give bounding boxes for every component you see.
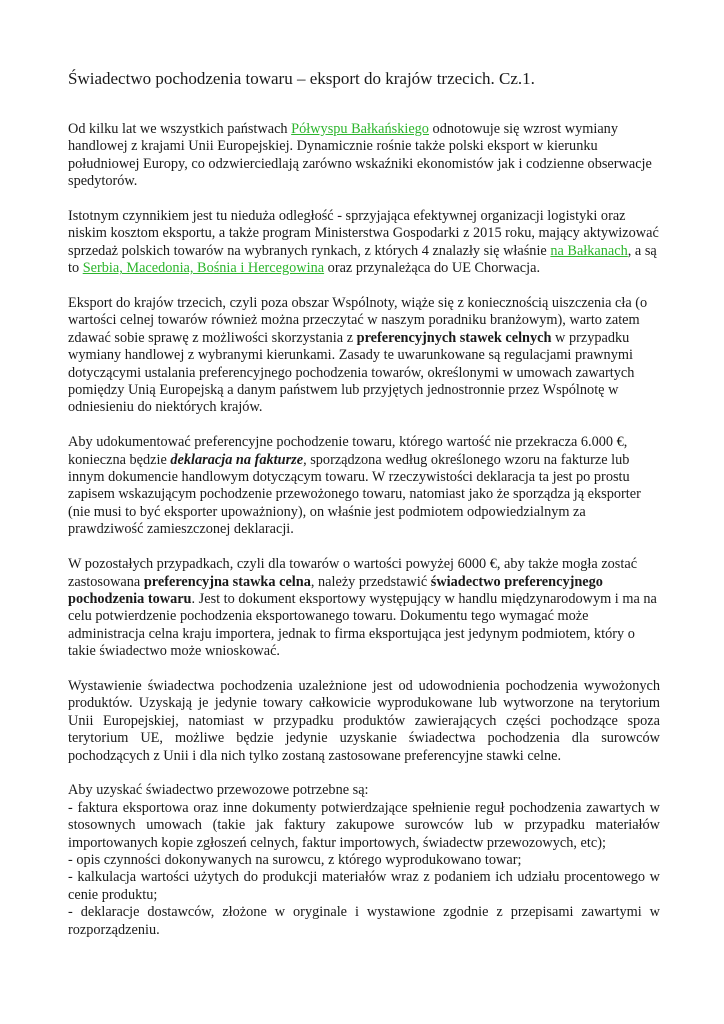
link-countries[interactable]: Serbia, Macedonia, Bośnia i Hercegowina (82, 260, 325, 277)
text-span: W pozostałych przypadkach, czyli dla towarów o wartości powyżej 6000 €, aby także mogła zostać zastosowana (68, 556, 638, 590)
requirements-list (68, 782, 660, 939)
paragraph-intro (68, 121, 660, 191)
list-item: - deklaracje dostawców, złożone w oryginale i wystawione zgodnie z przepisami zawartymi w rozporządzeniu. (68, 904, 660, 938)
bold-text: preferencyjna stawka celna (143, 573, 311, 590)
paragraph-other-cases (68, 556, 660, 660)
paragraph-issuance (68, 678, 660, 765)
text-span: odnotowuje się wzrost wymiany handlowej z krajami Unii Europejskiej. Dynamicznie rośnie także polski eksport w kierunku południowej Europy, co odzwierciedlają zarówno wskaźniki ekonomistów jak i codzienne obserwacje spedytorów. (68, 121, 652, 190)
text-span: Od kilku lat we wszystkich państwach (68, 121, 292, 137)
link-balkans[interactable]: na Bałkanach (550, 242, 628, 259)
paragraph-factors (68, 208, 660, 278)
text-span: oraz przynależąca do UE Chorwacja. (324, 260, 541, 277)
text-span: Eksport do krajów trzecich, czyli poza obszar Wspólnoty, wiąże się z koniecznością uiszczenia cła (o wartości celnej towarów również można przeczytać w naszym poradniku branżowym), warto zatem zdawać sobie sprawę z możliwości skorzystania z (68, 295, 648, 346)
link-balkan-peninsula[interactable]: Półwyspu Bałkańskiego (291, 121, 429, 137)
list-item: - faktura eksportowa oraz inne dokumenty potwierdzające spełnienie reguł pochodzenia zawartych w stosownych umowach (takie jak faktury zakupowe surowców lub w przypadku materiałów importowanych kopie zgłoszeń celnych, faktur importowych, świadectw przewozowych, etc); (68, 799, 660, 851)
text-span: . Jest to dokument eksportowy występujący w handlu międzynarodowym i ma na celu potwierdzenie pochodzenia eksportowanego towaru. Dokumentu tego wymagać może administracja celna kraju importera, jednak to firma eksportująca jest jedynym podmiotem, który o takie świadectwo może wnioskować. (68, 590, 657, 660)
paragraph-third-countries (68, 295, 660, 417)
bold-italic-text: deklaracja na fakturze (170, 451, 304, 468)
text-span: , a są to (68, 242, 657, 277)
text-span: Aby udokumentować preferencyjne pochodzenie towaru, którego wartość nie przekracza 6.000 €, konieczna będzie (68, 434, 628, 468)
document-body (68, 121, 660, 939)
text-span: Istotnym czynnikiem jest tu nieduża odległość - sprzyjająca efektywnej organizacji logistyki oraz niskim kosztom eksportu, a także program Ministerstwa Gospodarki z 2015 roku, mający aktywizować sprzedaż polskich towarów na wybranych rynkach, z których 4 znalazły się właśnie (68, 208, 659, 259)
bold-text: świadectwo preferencyjnego pochodzenia towaru (68, 573, 603, 607)
list-item: - opis czynności dokonywanych na surowcu, z którego wyprodukowano towar; (68, 851, 522, 868)
text-span: Wystawienie świadectwa pochodzenia uzależnione jest od udowodnienia pochodzenia wywożonych produktów. Uzyskają je jedynie towary całkowicie wyprodukowane lub wytworzone na terytorium Unii Europejskiej, natomiast w przypadku produktów zawierających części pochodzące spoza terytorium UE, możliwe będzie jedynie uzyskanie świadectwa pochodzenia dla surowców pochodzących z Unii i dla nich tylko zostaną zastosowane preferencyjne stawki celne. (68, 677, 660, 764)
paragraph-invoice-declaration (68, 434, 660, 538)
text-span: , sporządzona według określonego wzoru na fakturze lub innym dokumencie handlowym dotyczącym towaru. W rzeczywistości deklaracja ta jest po prostu zapisem wskazującym pochodzenie przewożonego towaru, natomiast jako że sporządza ją eksporter (nie musi to być eksporter upoważniony), on właśnie jest podmiotem odpowiedzialnym za prawdziwość zamieszczonej deklaracji. (68, 451, 641, 538)
text-span: w przypadku wymiany handlowej z wybranymi kierunkami. Zasady te uwarunkowane są regulacjami prawnymi dotyczącymi ustalania preferencyjnego pochodzenia towarów, określonymi w umowach zawartych pomiędzy Unią Europejską a danym państwem lub przyjętych jednostronnie przez Wspólnotę w odniesieniu do niektórych krajów. (68, 329, 635, 416)
bold-text: preferencyjnych stawek celnych (356, 329, 552, 346)
list-item: - kalkulacja wartości użytych do produkcji materiałów wraz z podaniem ich udziału procentowego w cenie produktu; (68, 869, 660, 903)
requirements-intro: Aby uzyskać świadectwo przewozowe potrzebne są: (68, 782, 369, 799)
document-title: Świadectwo pochodzenia towaru – eksport do krajów trzecich. Cz.1. (68, 69, 535, 88)
text-span: , należy przedstawić (310, 573, 431, 590)
